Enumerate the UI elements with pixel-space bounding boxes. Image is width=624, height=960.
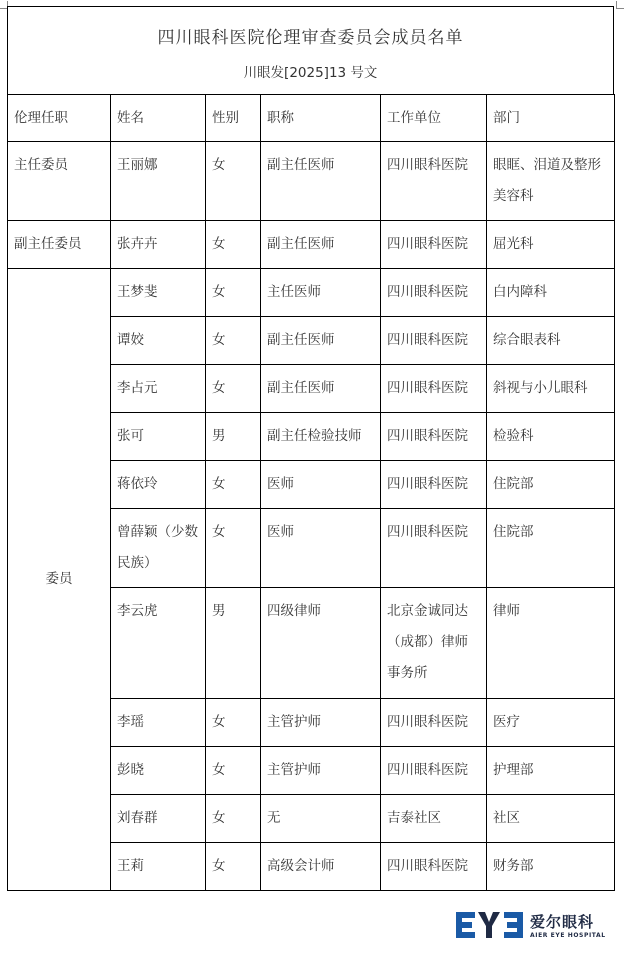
cell-gender: 女 [206,843,261,891]
cell-name: 王丽娜 [111,142,206,221]
cell-dept: 斜视与小儿眼科 [487,365,615,413]
cell-title: 主管护师 [261,699,381,747]
cell-unit: 吉泰社区 [381,795,487,843]
cell-name: 李占元 [111,365,206,413]
cell-gender: 女 [206,142,261,221]
cell-name: 李云虎 [111,588,206,699]
cell-role: 主任委员 [8,142,111,221]
cell-dept: 白内障科 [487,269,615,317]
cell-gender: 女 [206,747,261,795]
cell-title: 四级律师 [261,588,381,699]
cell-dept: 检验科 [487,413,615,461]
crop-mark-right [616,1,624,9]
cell-unit: 四川眼科医院 [381,461,487,509]
cell-unit: 四川眼科医院 [381,365,487,413]
cell-unit: 四川眼科医院 [381,699,487,747]
cell-title: 高级会计师 [261,843,381,891]
document-header [7,6,614,94]
cell-name: 王梦斐 [111,269,206,317]
header-name: 姓名 [111,95,206,142]
logo-name-cn: 爱尔眼科 [530,913,595,931]
cell-title: 副主任检验技师 [261,413,381,461]
cell-gender: 女 [206,509,261,588]
table-row [8,142,615,221]
logo-name-en: AIER EYE HOSPITAL [530,932,606,939]
cell-dept: 护理部 [487,747,615,795]
cell-unit: 北京金诚同达（成都）律师事务所 [381,588,487,699]
cell-name: 谭姣 [111,317,206,365]
cell-name: 张卉卉 [111,221,206,269]
header-gender: 性别 [206,95,261,142]
cell-unit: 四川眼科医院 [381,509,487,588]
cell-name: 曾薛颖（少数民族） [111,509,206,588]
document-title: 四川眼科医院伦理审查委员会成员名单 [157,28,464,48]
cell-dept: 住院部 [487,509,615,588]
cell-role-members: 委员 [8,269,111,891]
cell-name: 刘春群 [111,795,206,843]
cell-dept: 住院部 [487,461,615,509]
cell-title: 副主任医师 [261,317,381,365]
cell-title: 医师 [261,509,381,588]
cell-gender: 女 [206,699,261,747]
cell-name: 张可 [111,413,206,461]
cell-dept: 综合眼表科 [487,317,615,365]
cell-title: 副主任医师 [261,221,381,269]
cell-gender: 女 [206,795,261,843]
cell-gender: 女 [206,221,261,269]
cell-name: 彭晓 [111,747,206,795]
cell-unit: 四川眼科医院 [381,843,487,891]
document-number: 川眼发[2025]13 号文 [243,65,378,81]
table-row [8,221,615,269]
table-header-row [8,95,615,142]
cell-dept: 财务部 [487,843,615,891]
cell-unit: 四川眼科医院 [381,142,487,221]
cell-title: 主任医师 [261,269,381,317]
eye-logo-mark [456,910,524,940]
cell-role: 副主任委员 [8,221,111,269]
cell-gender: 女 [206,317,261,365]
aier-logo [456,908,606,944]
cell-dept: 医疗 [487,699,615,747]
header-unit: 工作单位 [381,95,487,142]
cell-unit: 四川眼科医院 [381,317,487,365]
cell-name: 李瑶 [111,699,206,747]
members-table [7,94,615,891]
cell-name: 蒋依玲 [111,461,206,509]
cell-title: 副主任医师 [261,365,381,413]
cell-dept: 屈光科 [487,221,615,269]
cell-gender: 男 [206,413,261,461]
header-role: 伦理任职 [8,95,111,142]
cell-gender: 男 [206,588,261,699]
cell-title: 医师 [261,461,381,509]
cell-name: 王莉 [111,843,206,891]
cell-title: 副主任医师 [261,142,381,221]
cell-gender: 女 [206,269,261,317]
cell-dept: 社区 [487,795,615,843]
header-title: 职称 [261,95,381,142]
cell-unit: 四川眼科医院 [381,269,487,317]
table-row [8,269,615,317]
cell-unit: 四川眼科医院 [381,413,487,461]
cell-unit: 四川眼科医院 [381,747,487,795]
cell-gender: 女 [206,461,261,509]
cell-gender: 女 [206,365,261,413]
cell-dept: 眼眶、泪道及整形美容科 [487,142,615,221]
cell-title: 无 [261,795,381,843]
cell-unit: 四川眼科医院 [381,221,487,269]
member-list-sheet [7,6,614,891]
cell-dept: 律师 [487,588,615,699]
header-dept: 部门 [487,95,615,142]
cell-title: 主管护师 [261,747,381,795]
